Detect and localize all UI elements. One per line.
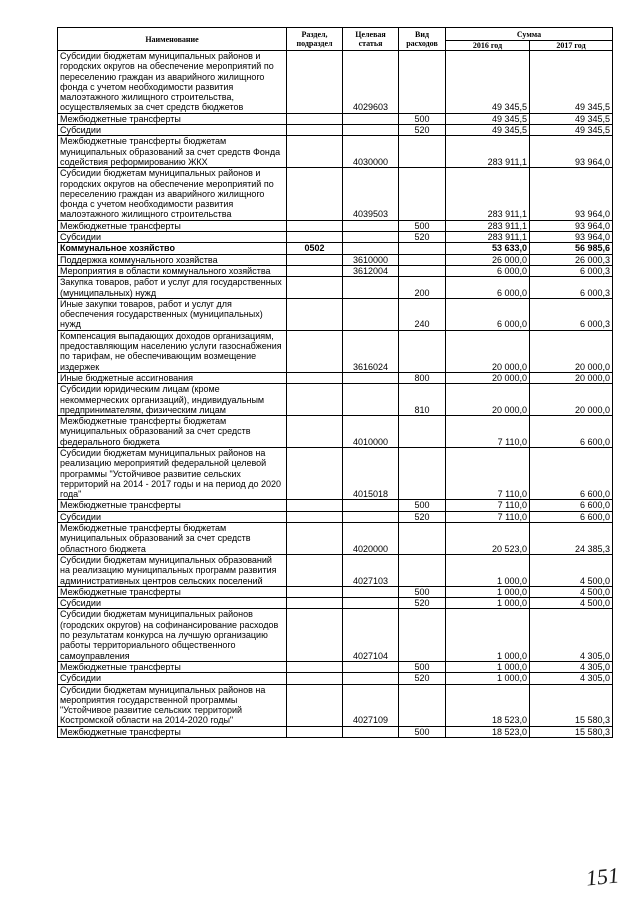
row-amount-2017: 93 964,0 xyxy=(530,220,613,231)
row-name: Субсидии xyxy=(58,232,287,243)
table-row xyxy=(58,136,613,168)
row-section xyxy=(287,673,343,684)
table-row xyxy=(58,330,613,372)
row-article xyxy=(343,500,399,511)
table-row xyxy=(58,416,613,448)
header-expense-type: Вид расходов xyxy=(399,28,446,51)
row-name: Субсидии бюджетам муниципальных районов на мероприятия государственной программы "Устойчивое развитие сельских территорий Костромской области на 2014-2020 годы" xyxy=(58,684,287,726)
row-expense-type xyxy=(399,447,446,499)
row-amount-2016: 7 110,0 xyxy=(446,500,530,511)
row-section xyxy=(287,416,343,448)
row-article: 4027103 xyxy=(343,554,399,586)
row-section xyxy=(287,330,343,372)
row-section xyxy=(287,726,343,737)
row-name: Межбюджетные трансферты xyxy=(58,726,287,737)
row-name: Субсидии xyxy=(58,598,287,609)
table-row xyxy=(58,673,613,684)
row-article: 4039503 xyxy=(343,168,399,220)
row-article xyxy=(343,726,399,737)
row-section xyxy=(287,298,343,330)
row-amount-2016: 6 000,0 xyxy=(446,298,530,330)
row-name: Мероприятия в области коммунального хозяйства xyxy=(58,265,287,276)
row-expense-type xyxy=(399,243,446,254)
row-amount-2016: 7 110,0 xyxy=(446,511,530,522)
row-name: Иные бюджетные ассигнования xyxy=(58,372,287,383)
table-row xyxy=(58,298,613,330)
row-section xyxy=(287,523,343,555)
budget-table xyxy=(57,27,613,738)
row-amount-2017: 49 345,5 xyxy=(530,51,613,114)
row-amount-2016: 49 345,5 xyxy=(446,113,530,124)
row-name: Иные закупки товаров, работ и услуг для обеспечения государственных (муниципальных) нужд xyxy=(58,298,287,330)
row-expense-type xyxy=(399,609,446,661)
table-row xyxy=(58,523,613,555)
table-row xyxy=(58,726,613,737)
table-row xyxy=(58,232,613,243)
table-row xyxy=(58,168,613,220)
row-expense-type xyxy=(399,330,446,372)
table-row xyxy=(58,609,613,661)
row-section xyxy=(287,384,343,416)
row-name: Поддержка коммунального хозяйства xyxy=(58,254,287,265)
row-amount-2016: 7 110,0 xyxy=(446,447,530,499)
row-article: 4020000 xyxy=(343,523,399,555)
row-expense-type: 520 xyxy=(399,125,446,136)
row-amount-2016: 1 000,0 xyxy=(446,598,530,609)
row-name: Межбюджетные трансферты xyxy=(58,500,287,511)
row-name: Субсидии бюджетам муниципальных районов и городских округов на обеспечение мероприятий по переселению граждан из аварийного жилищного фонда с учетом необходимости развития малоэтажного жилищного строительства, осуществляемых за счет средств бюджетов xyxy=(58,51,287,114)
row-expense-type: 200 xyxy=(399,277,446,299)
row-name: Межбюджетные трансферты бюджетам муниципальных образований за счет средств областного бюджета xyxy=(58,523,287,555)
table-row xyxy=(58,254,613,265)
table-row xyxy=(58,277,613,299)
header-amount: Сумма xyxy=(446,28,613,41)
row-article xyxy=(343,277,399,299)
row-name: Субсидии юридическим лицам (кроме некоммерческих организаций), индивидуальным предпринимателям, физическим лицам xyxy=(58,384,287,416)
row-section xyxy=(287,661,343,672)
row-article xyxy=(343,598,399,609)
header-year-2016: 2016 год xyxy=(446,41,530,51)
table-row xyxy=(58,372,613,383)
row-expense-type xyxy=(399,684,446,726)
row-name: Субсидии бюджетам муниципальных районов (городских округов) на софинансирование расходов по результатам конкурса на лучшую организацию работы территориального общественного самоуправления xyxy=(58,609,287,661)
row-amount-2017: 20 000,0 xyxy=(530,384,613,416)
row-section xyxy=(287,168,343,220)
row-name: Межбюджетные трансферты бюджетам муниципальных образований за счет средств федерального бюджета xyxy=(58,416,287,448)
table-row xyxy=(58,243,613,254)
row-section xyxy=(287,586,343,597)
row-section xyxy=(287,125,343,136)
row-name: Коммунальное хозяйство xyxy=(58,243,287,254)
row-amount-2017: 93 964,0 xyxy=(530,136,613,168)
row-amount-2016: 1 000,0 xyxy=(446,661,530,672)
row-amount-2017: 6 600,0 xyxy=(530,511,613,522)
row-expense-type: 240 xyxy=(399,298,446,330)
row-amount-2016: 7 110,0 xyxy=(446,416,530,448)
row-section xyxy=(287,254,343,265)
row-expense-type xyxy=(399,51,446,114)
row-expense-type xyxy=(399,254,446,265)
row-amount-2017: 49 345,5 xyxy=(530,125,613,136)
row-amount-2017: 56 985,6 xyxy=(530,243,613,254)
table-row xyxy=(58,51,613,114)
row-article: 4015018 xyxy=(343,447,399,499)
row-expense-type xyxy=(399,136,446,168)
row-section xyxy=(287,554,343,586)
row-article xyxy=(343,243,399,254)
row-expense-type: 520 xyxy=(399,232,446,243)
header-section: Раздел, подраздел xyxy=(287,28,343,51)
table-row xyxy=(58,511,613,522)
row-article xyxy=(343,511,399,522)
row-article: 4010000 xyxy=(343,416,399,448)
row-amount-2017: 24 385,3 xyxy=(530,523,613,555)
row-amount-2017: 49 345,5 xyxy=(530,113,613,124)
row-name: Межбюджетные трансферты xyxy=(58,220,287,231)
row-name: Межбюджетные трансферты xyxy=(58,113,287,124)
row-expense-type xyxy=(399,168,446,220)
row-name: Субсидии xyxy=(58,125,287,136)
row-article xyxy=(343,298,399,330)
row-expense-type: 520 xyxy=(399,511,446,522)
row-amount-2016: 283 911,1 xyxy=(446,220,530,231)
row-section xyxy=(287,447,343,499)
row-expense-type: 500 xyxy=(399,586,446,597)
row-amount-2017: 4 305,0 xyxy=(530,609,613,661)
row-section xyxy=(287,232,343,243)
row-section xyxy=(287,372,343,383)
row-article: 3612004 xyxy=(343,265,399,276)
row-expense-type: 800 xyxy=(399,372,446,383)
row-name: Субсидии бюджетам муниципальных районов на реализацию мероприятий федеральной целевой программы "Устойчивое развитие сельских территорий на 2014 - 2017 годы и на период до 2020 года" xyxy=(58,447,287,499)
row-name: Субсидии бюджетам муниципальных районов и городских округов на обеспечение мероприятий по переселению граждан из аварийного жилищного фонда с учетом необходимости развития малоэтажного жилищного строительства xyxy=(58,168,287,220)
row-amount-2017: 6 000,3 xyxy=(530,277,613,299)
row-expense-type xyxy=(399,523,446,555)
row-amount-2017: 93 964,0 xyxy=(530,168,613,220)
row-expense-type xyxy=(399,554,446,586)
row-amount-2016: 6 000,0 xyxy=(446,265,530,276)
row-article xyxy=(343,661,399,672)
table-row xyxy=(58,586,613,597)
row-section xyxy=(287,220,343,231)
row-amount-2017: 4 500,0 xyxy=(530,598,613,609)
row-amount-2016: 1 000,0 xyxy=(446,609,530,661)
header-target-article: Целевая статья xyxy=(343,28,399,51)
row-article: 4029603 xyxy=(343,51,399,114)
row-expense-type: 810 xyxy=(399,384,446,416)
table-row xyxy=(58,661,613,672)
row-expense-type xyxy=(399,265,446,276)
row-name: Субсидии xyxy=(58,511,287,522)
row-amount-2017: 6 600,0 xyxy=(530,500,613,511)
row-article xyxy=(343,113,399,124)
row-expense-type: 520 xyxy=(399,673,446,684)
row-amount-2016: 18 523,0 xyxy=(446,726,530,737)
row-amount-2017: 15 580,3 xyxy=(530,684,613,726)
row-expense-type: 500 xyxy=(399,220,446,231)
row-section xyxy=(287,51,343,114)
row-amount-2017: 20 000,0 xyxy=(530,372,613,383)
row-amount-2017: 93 964,0 xyxy=(530,232,613,243)
table-row xyxy=(58,265,613,276)
row-amount-2017: 6 600,0 xyxy=(530,416,613,448)
row-section xyxy=(287,609,343,661)
row-article: 4027109 xyxy=(343,684,399,726)
row-expense-type: 500 xyxy=(399,500,446,511)
row-amount-2016: 53 633,0 xyxy=(446,243,530,254)
row-expense-type xyxy=(399,416,446,448)
row-name: Субсидии бюджетам муниципальных образований на реализацию муниципальных программ развития административных центров сельских поселений xyxy=(58,554,287,586)
row-section xyxy=(287,136,343,168)
row-amount-2017: 4 500,0 xyxy=(530,586,613,597)
row-amount-2017: 6 000,3 xyxy=(530,298,613,330)
header-year-2017: 2017 год xyxy=(530,41,613,51)
row-amount-2016: 283 911,1 xyxy=(446,168,530,220)
handwritten-page-number: 151 xyxy=(584,862,621,891)
row-name: Межбюджетные трансферты бюджетам муниципальных образований за счет средств Фонда содействия реформированию ЖКХ xyxy=(58,136,287,168)
table-row xyxy=(58,447,613,499)
row-amount-2016: 20 000,0 xyxy=(446,384,530,416)
row-article xyxy=(343,372,399,383)
row-article xyxy=(343,125,399,136)
row-amount-2016: 1 000,0 xyxy=(446,673,530,684)
row-article: 4030000 xyxy=(343,136,399,168)
table-row xyxy=(58,384,613,416)
row-amount-2016: 18 523,0 xyxy=(446,684,530,726)
row-section xyxy=(287,265,343,276)
table-body xyxy=(58,51,613,738)
row-name: Компенсация выпадающих доходов организациям, предоставляющим населению услуги газоснабжения по тарифам, не обеспечивающим возмещение издержек xyxy=(58,330,287,372)
row-amount-2017: 4 305,0 xyxy=(530,661,613,672)
row-amount-2016: 20 000,0 xyxy=(446,330,530,372)
row-section xyxy=(287,277,343,299)
row-article xyxy=(343,232,399,243)
row-amount-2016: 49 345,5 xyxy=(446,125,530,136)
row-amount-2016: 1 000,0 xyxy=(446,586,530,597)
row-article: 3616024 xyxy=(343,330,399,372)
row-amount-2016: 283 911,1 xyxy=(446,232,530,243)
row-section xyxy=(287,511,343,522)
row-article: 3610000 xyxy=(343,254,399,265)
row-amount-2017: 20 000,0 xyxy=(530,330,613,372)
row-amount-2016: 1 000,0 xyxy=(446,554,530,586)
row-amount-2016: 20 523,0 xyxy=(446,523,530,555)
row-amount-2017: 4 305,0 xyxy=(530,673,613,684)
row-article xyxy=(343,220,399,231)
row-article xyxy=(343,384,399,416)
row-amount-2017: 6 600,0 xyxy=(530,447,613,499)
row-amount-2016: 283 911,1 xyxy=(446,136,530,168)
header-name: Наименование xyxy=(58,28,287,51)
row-expense-type: 500 xyxy=(399,661,446,672)
row-section: 0502 xyxy=(287,243,343,254)
table-row xyxy=(58,684,613,726)
row-amount-2017: 4 500,0 xyxy=(530,554,613,586)
row-section xyxy=(287,500,343,511)
row-amount-2016: 20 000,0 xyxy=(446,372,530,383)
row-amount-2017: 26 000,3 xyxy=(530,254,613,265)
table-row xyxy=(58,500,613,511)
table-row xyxy=(58,220,613,231)
row-section xyxy=(287,598,343,609)
table-row xyxy=(58,125,613,136)
table-row xyxy=(58,113,613,124)
table-row xyxy=(58,554,613,586)
row-amount-2016: 26 000,0 xyxy=(446,254,530,265)
row-name: Межбюджетные трансферты xyxy=(58,661,287,672)
table-row xyxy=(58,598,613,609)
row-name: Межбюджетные трансферты xyxy=(58,586,287,597)
row-amount-2017: 15 580,3 xyxy=(530,726,613,737)
row-name: Субсидии xyxy=(58,673,287,684)
row-name: Закупка товаров, работ и услуг для государственных (муниципальных) нужд xyxy=(58,277,287,299)
row-amount-2016: 49 345,5 xyxy=(446,51,530,114)
row-section xyxy=(287,113,343,124)
row-article xyxy=(343,673,399,684)
row-article: 4027104 xyxy=(343,609,399,661)
row-expense-type: 520 xyxy=(399,598,446,609)
row-amount-2017: 6 000,3 xyxy=(530,265,613,276)
row-expense-type: 500 xyxy=(399,113,446,124)
row-amount-2016: 6 000,0 xyxy=(446,277,530,299)
row-expense-type: 500 xyxy=(399,726,446,737)
row-article xyxy=(343,586,399,597)
row-section xyxy=(287,684,343,726)
